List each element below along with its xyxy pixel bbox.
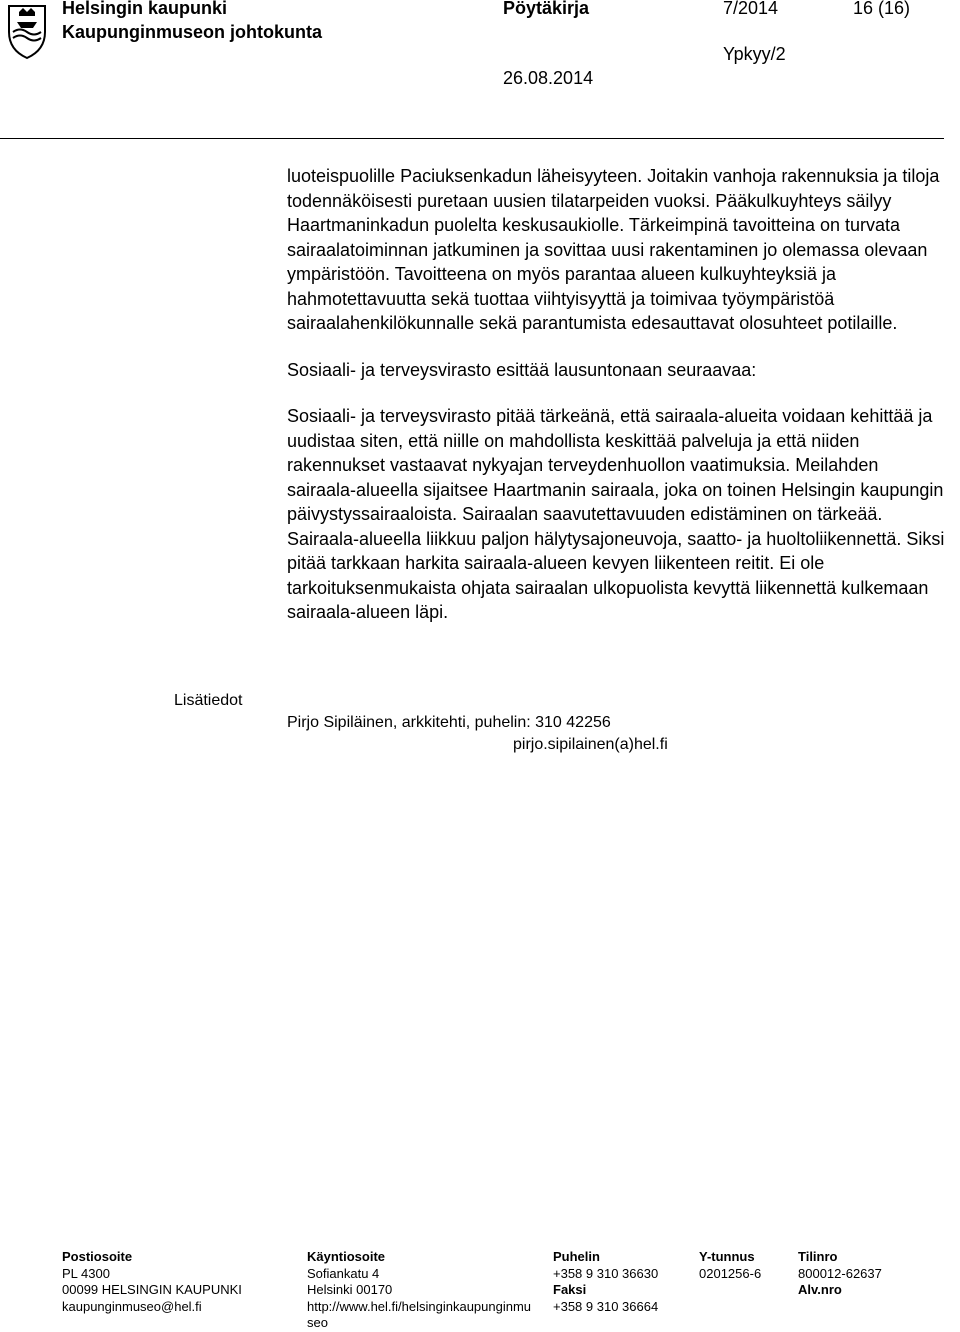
phone-heading: Puhelin [553,1249,600,1264]
more-info-label: Lisätiedot [174,692,243,709]
footer-visit [307,1249,531,1332]
vat-heading: Alv.nro [798,1282,842,1298]
contact-person: Pirjo Sipiläinen, arkkitehti, puhelin: 310 42256 [287,714,611,731]
org-name: Helsingin kaupunki [62,0,228,18]
postal-heading: Postiosoite [62,1249,133,1264]
visit-line: Helsinki 00170 [307,1282,393,1298]
footer-account [798,1249,882,1299]
business-id: 0201256-6 [699,1265,762,1281]
header-divider [0,138,944,139]
contact-email: pirjo.sipilainen(a)hel.fi [513,736,668,753]
visit-line: Sofiankatu 4 [307,1265,380,1281]
footer-phone [553,1249,658,1315]
contact-block [287,712,668,756]
main-body [287,164,947,625]
fax-heading: Faksi [553,1282,587,1298]
helsinki-crest-icon [3,2,51,60]
account-heading: Tilinro [798,1249,838,1264]
doc-number: 7/2014 [723,0,779,18]
footer-business-id [699,1249,761,1282]
paragraph-1: luoteispuolille Paciuksenkadun läheisyyteen. Joitakin vanhoja rakennuksia ja tiloja todennäköisesti puretaan uusien tilatarpeiden vuoksi. Pääkulkuyhteys säilyy Haartmaninkadun puolelta keskusaukiolle. Tärkeimpinä tavoitteina on turvata sairaalatoiminnan jatkuminen ja sovittaa uusi rakentaminen jo olemassa olevaan ympäristöön. Tavoitteena on myös parantaa alueen kulkuyhteyksiä ja hahmotettavuutta sekä tuottaa viihtyisyyttä ja toimivaa työympäristöä sairaalahenkilökunnalle sekä parantumista edesauttavat olosuhteet potilaille. [287,166,940,333]
doc-date: 26.08.2014 [503,68,594,88]
postal-line: PL 4300 [62,1265,110,1281]
business-id-heading: Y-tunnus [699,1249,755,1264]
visit-heading: Käyntiosoite [307,1249,386,1264]
page-number: 16 (16) [853,0,911,18]
fax-number: +358 9 310 36664 [553,1298,659,1314]
committee-name: Kaupunginmuseon johtokunta [62,22,322,42]
website-url-cont: seo [307,1315,328,1331]
account-number: 800012-62637 [798,1265,882,1281]
case-id: Ypkyy/2 [723,44,786,64]
paragraph-2: Sosiaali- ja terveysvirasto esittää lausuntonaan seuraavaa: [287,359,757,380]
paragraph-3: Sosiaali- ja terveysvirasto pitää tärkeänä, että sairaala-alueita voidaan kehittää ja uudistaa siten, että niille on mahdollista keskittää palveluja ja että niiden rakennukset vastaavat nykyajan terveydenhuollon vaatimuksia. Meilahden sairaala-alueella sijaitsee Haartmanin sairaala, joka on toinen Helsingin kaupungin päivystyssairaaloista. Sairaalan saavutettavuuden edistäminen on tärkeää. Sairaala-alueella liikkuu paljon hälytysajoneuvoja, saatto- ja huoltoliikennettä. Siksi pitää tarkkaan harkita sairaala-alueen kevyen liikenteen reitit. Ei ole tarkoituksenmukaista ohjata sairaalan ulkopuolista kevyttä liikennettä kulkemaan sairaala-alueen läpi. [287,406,945,622]
doc-type: Pöytäkirja [503,0,590,18]
museum-email: kaupunginmuseo@hel.fi [62,1298,202,1314]
postal-line: 00099 HELSINGIN KAUPUNKI [62,1282,242,1298]
footer-postal [62,1249,242,1315]
phone-number: +358 9 310 36630 [553,1265,659,1281]
website-url: http://www.hel.fi/helsinginkaupunginmu [307,1298,532,1314]
